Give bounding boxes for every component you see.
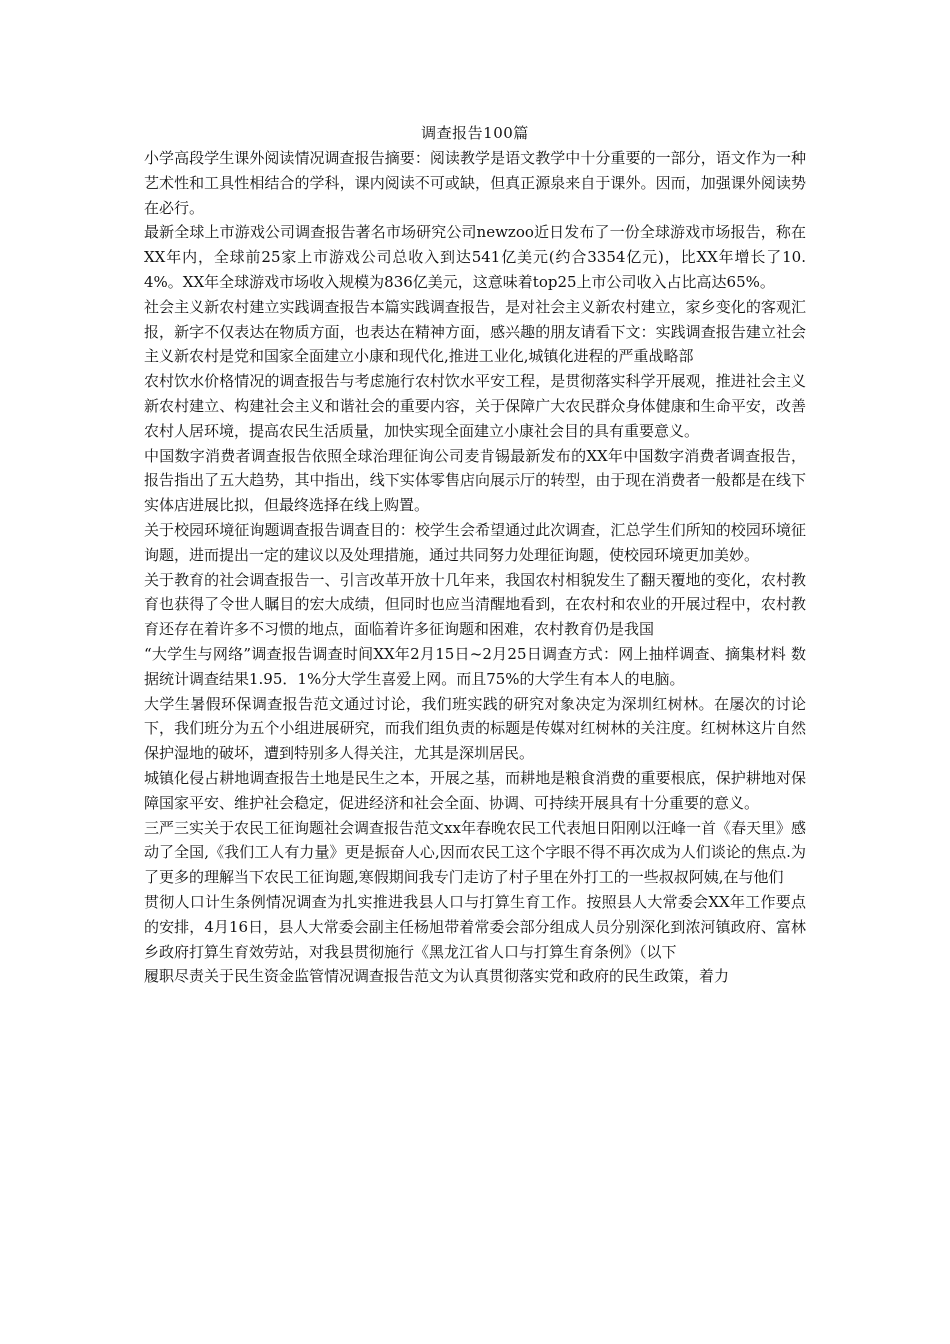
paragraph: 社会主义新农村建立实践调查报告本篇实践调查报告，是对社会主义新农村建立，家乡变化的客观汇报，新字不仅表达在物质方面，也表达在精神方面，感兴趣的朋友请看下文：实践调查报告建立社会主义新农村是党和国家全面建立小康和现代化,推进工业化,城镇化进程的严重战略部: [144, 297, 806, 366]
paragraph: 小学高段学生课外阅读情况调查报告摘要：阅读教学是语文教学中十分重要的一部分，语文作为一种艺术性和工具性相结合的学科，课内阅读不可或缺，但真正源泉来自于课外。因而，加强课外阅读势在必行。: [144, 149, 806, 217]
document-title: 调查报告100篇: [421, 124, 529, 142]
paragraph: 城镇化侵占耕地调查报告土地是民生之本，开展之基，而耕地是粮食消费的重要根底，保护耕地对保障国家平安、维护社会稳定，促进经济和社会全面、协调、可持续开展具有十分重要的意义。: [144, 768, 806, 812]
paragraph: 中国数字消费者调查报告依照全球治理征询公司麦肯锡最新发布的XX年中国数字消费者调查报告，报告指出了五大趋势，其中指出，线下实体零售店向展示厅的转型，由于现在消费者一般都是在线下实体店进展比拟，但最终选择在线上购置。: [144, 446, 806, 515]
paragraph: 大学生暑假环保调查报告范文通过讨论，我们班实践的研究对象决定为深圳红树林。在屡次的讨论下，我们班分为五个小组进展研究，而我们组负责的标题是传媒对红树林的关注度。红树林这片自然保护湿地的破坏，遭到特别多人得关注，尤其是深圳居民。: [144, 694, 806, 763]
paragraph: 关于教育的社会调查报告一、引言改革开放十几年来，我国农村相貌发生了翻天覆地的变化，农村教育也获得了令世人瞩目的宏大成绩，但同时也应当清醒地看到，在农村和农业的开展过程中，农村教育还存在着许多不习惯的地点，面临着许多征询题和困难，农村教育仍是我国: [144, 570, 806, 639]
paragraph: 农村饮水价格情况的调查报告与考虑施行农村饮水平安工程，是贯彻落实科学开展观，推进社会主义新农村建立、构建社会主义和谐社会的重要内容，关于保障广大农民群众身体健康和生命平安，改善农村人居环境，提高农民生活质量，加快实现全面建立小康社会目的具有重要意义。: [144, 372, 806, 440]
paragraph: 关于校园环境征询题调查报告调查目的：校学生会希望通过此次调查，汇总学生们所知的校园环境征询题，进而提出一定的建议以及处理措施，通过共同努力处理征询题，使校园环境更加美妙。: [144, 520, 806, 564]
paragraph: 贯彻人口计生条例情况调查为扎实推进我县人口与打算生育工作。按照县人大常委会XX年工作要点的安排，4月16日，县人大常委会副主任杨旭带着常委会部分组成人员分别深化到浓河镇政府、富林乡政府打算生育效劳站，对我县贯彻施行《黑龙江省人口与打算生育条例》（以下: [144, 892, 806, 961]
paragraph: 履职尽责关于民生资金监管情况调查报告范文为认真贯彻落实党和政府的民生政策，着力: [144, 967, 730, 986]
paragraph: 最新全球上市游戏公司调查报告著名市场研究公司newzoo近日发布了一份全球游戏市场报告，称在XX年内，全球前25家上市游戏公司总收入到达541亿美元(约合3354亿元)，比XX年增长了10.4%。XX年全球游戏市场收入规模为836亿美元，这意味着top25上市公司收入占比高达65%。: [144, 223, 806, 291]
paragraph: “大学生与网络”调查报告调查时间XX年2月15日~2月25日调查方式：网上抽样调查、摘集材料 数据统计调查结果1.95．1%分大学生喜爱上网。而且75%的大学生有本人的电脑。: [144, 644, 806, 688]
paragraph: 三严三实关于农民工征询题社会调查报告范文xx年春晚农民工代表旭日阳刚以汪峰一首《春天里》感动了全国,《我们工人有力量》更是振奋人心,因而农民工这个字眼不得不再次成为人们谈论的焦点.为了更多的理解当下农民工征询题,寒假期间我专门走访了村子里在外打工的一些叔叔阿姨,在与他们: [144, 818, 806, 887]
document-page: [144, 122, 806, 989]
